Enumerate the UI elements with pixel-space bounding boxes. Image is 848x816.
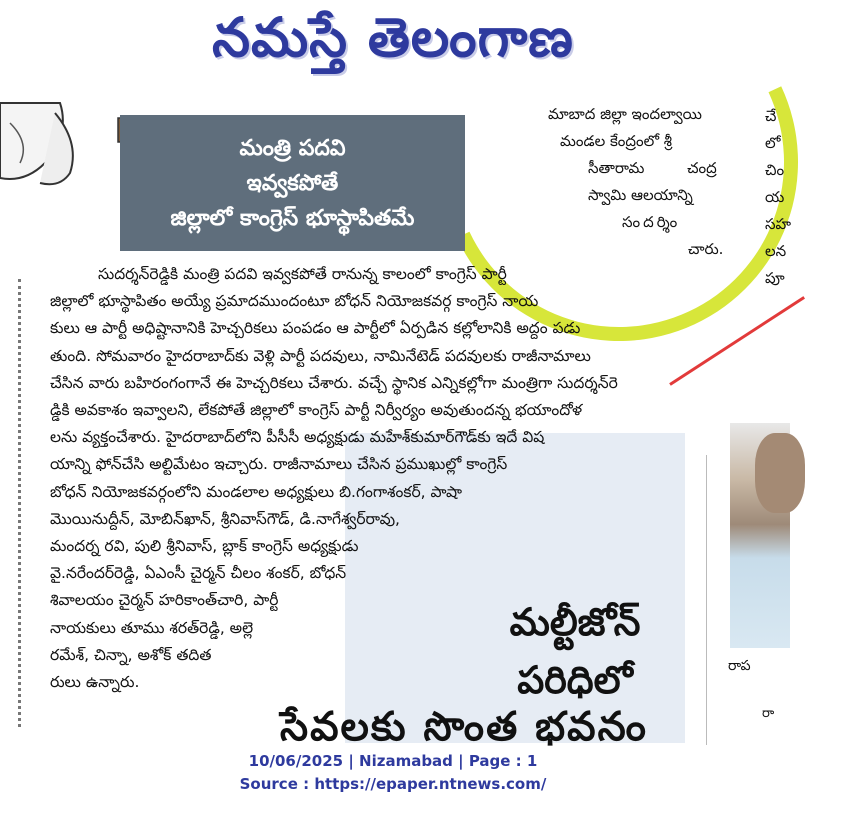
side-column-text xyxy=(548,101,738,263)
body-line: రమేశ్, చిన్నా, అశోక్ తదిత xyxy=(50,645,212,664)
right-line: చే xyxy=(765,107,777,125)
body-line: యాన్ని ఫోన్‌చేసి అల్టిమేటం ఇచ్చారు. రాజీనామాలు చేసిన ప్రముఖుల్లో కాంగ్రెస్ xyxy=(50,455,508,474)
photo-caption: రాప xyxy=(728,658,751,674)
right-line: య xyxy=(765,188,785,206)
footer-source: Source : https://epaper.ntnews.com/ xyxy=(239,775,547,793)
right-line: లో xyxy=(765,134,781,152)
headline-box xyxy=(120,115,465,251)
right-line: సహ xyxy=(765,215,792,233)
right-line: చిం xyxy=(765,161,785,179)
body-line: వై.నరేందర్‌రెడ్డి, ఏఎంసీ చైర్మన్ చీలం శంకర్, బోధన్ xyxy=(50,564,347,583)
secondary-headline-line-3: సేవలకు సొంత భవనం xyxy=(280,704,648,750)
body-line: కులు ఆ పార్టీ అధిష్టానానికి హెచ్చరికలు పంపడం ఆ పార్టీలో ఏర్పడిన కల్లోలానికి అద్దం పడు xyxy=(50,319,581,338)
right-line: పూ xyxy=(765,269,785,287)
headline-line-1: మంత్రి పదవి xyxy=(239,135,346,161)
secondary-headline-line-2: పరిధిలో xyxy=(517,658,633,702)
secondary-headline-cut xyxy=(280,704,680,750)
secondary-headline-line-1: మల్టీజోన్ xyxy=(509,600,641,644)
body-line: మందర్న రవి, పులి శ్రీనివాస్, బ్లాక్ కాంగ్రెస్ అధ్యక్షుడు xyxy=(50,537,359,556)
side-line: చారు. xyxy=(688,240,724,258)
side-line: మండల కేంద్రంలో శ్రీ xyxy=(560,132,673,150)
body-line: లను వ్యక్తంచేశారు. హైదరాబాద్‌లోని పీసీసీ అధ్యక్షుడు మహేశ్‌కుమార్‌గౌడ్‌కు ఇదే విష xyxy=(50,428,545,447)
body-line: నాయకులు తూము శరత్‌రెడ్డి, అల్లె xyxy=(50,618,254,637)
body-line: జిల్లాలో భూస్థాపితం అయ్యే ప్రమాదముందంటూ బోధన్ నియోజకవర్గ కాంగ్రెస్ నాయ xyxy=(50,292,539,311)
body-line: సుదర్శన్‌రెడ్డికి మంత్రి పదవి ఇవ్వకపోతే రానున్న కాలంలో కాంగ్రెస్ పార్టీ xyxy=(98,265,507,283)
body-line: శివాలయం చైర్మన్ హరికాంత్‌చారి, పార్టీ xyxy=(50,591,279,610)
headline-line-3: జిల్లాలో కాంగ్రెస్ భూస్థాపితమే xyxy=(170,205,415,231)
body-line: బోధన్ నియోజకవర్గంలోని మండలాల అధ్యక్షులు బి.గంగాశంకర్, పాషా xyxy=(50,482,462,501)
dotted-margin-line xyxy=(18,279,21,727)
body-line: తుంది. సోమవారం హైదరాబాద్‌కు వెళ్లి పార్టీ పదవులు, నామినేటెడ్ పదవులకు రాజీనామాలు xyxy=(50,346,591,365)
right-column-text xyxy=(765,103,795,292)
article-clipping xyxy=(0,103,792,750)
body-line: డ్డికి అవకాశం ఇవ్వాలని, లేకపోతే జిల్లాలో కాంగ్రెస్ పార్టీ నిర్వీర్యం అవుతుందన్న భయాందోళ xyxy=(50,401,583,420)
right-line: లన xyxy=(765,242,787,260)
body-line: మొయినుద్దీన్, మోబిన్‌ఖాన్, శ్రీనివాస్‌గౌడ్, డి.నాగేశ్వర్‌రావు, xyxy=(50,509,400,528)
body-line: రులు ఉన్నారు. xyxy=(50,673,140,692)
headline-line-2: ఇవ్వకపోతే xyxy=(246,170,339,196)
photo-caption-2: రా xyxy=(762,706,775,721)
secondary-headline xyxy=(470,593,680,709)
body-line: చేసిన వారు బహిరంగంగానే ఈ హెచ్చరికలు చేశారు. వచ్చే స్థానిక ఎన్నికల్లోగా మంత్రిగా సుదర్శన్‌రె xyxy=(50,373,618,392)
footer-dateline: 10/06/2025 | Nizamabad | Page : 1 xyxy=(248,752,538,770)
person-photo-face xyxy=(755,433,805,513)
side-line: సందర్శిం xyxy=(622,213,681,231)
newspaper-title: నమస్తే తెలంగాణ xyxy=(212,6,574,69)
footer xyxy=(0,750,786,796)
side-line: మాబాద జిల్లా ఇందల్వాయి xyxy=(548,105,702,123)
side-line: స్వామి ఆలయాన్ని xyxy=(588,186,693,204)
side-line: సీతారామ చంద్ర xyxy=(588,159,717,177)
